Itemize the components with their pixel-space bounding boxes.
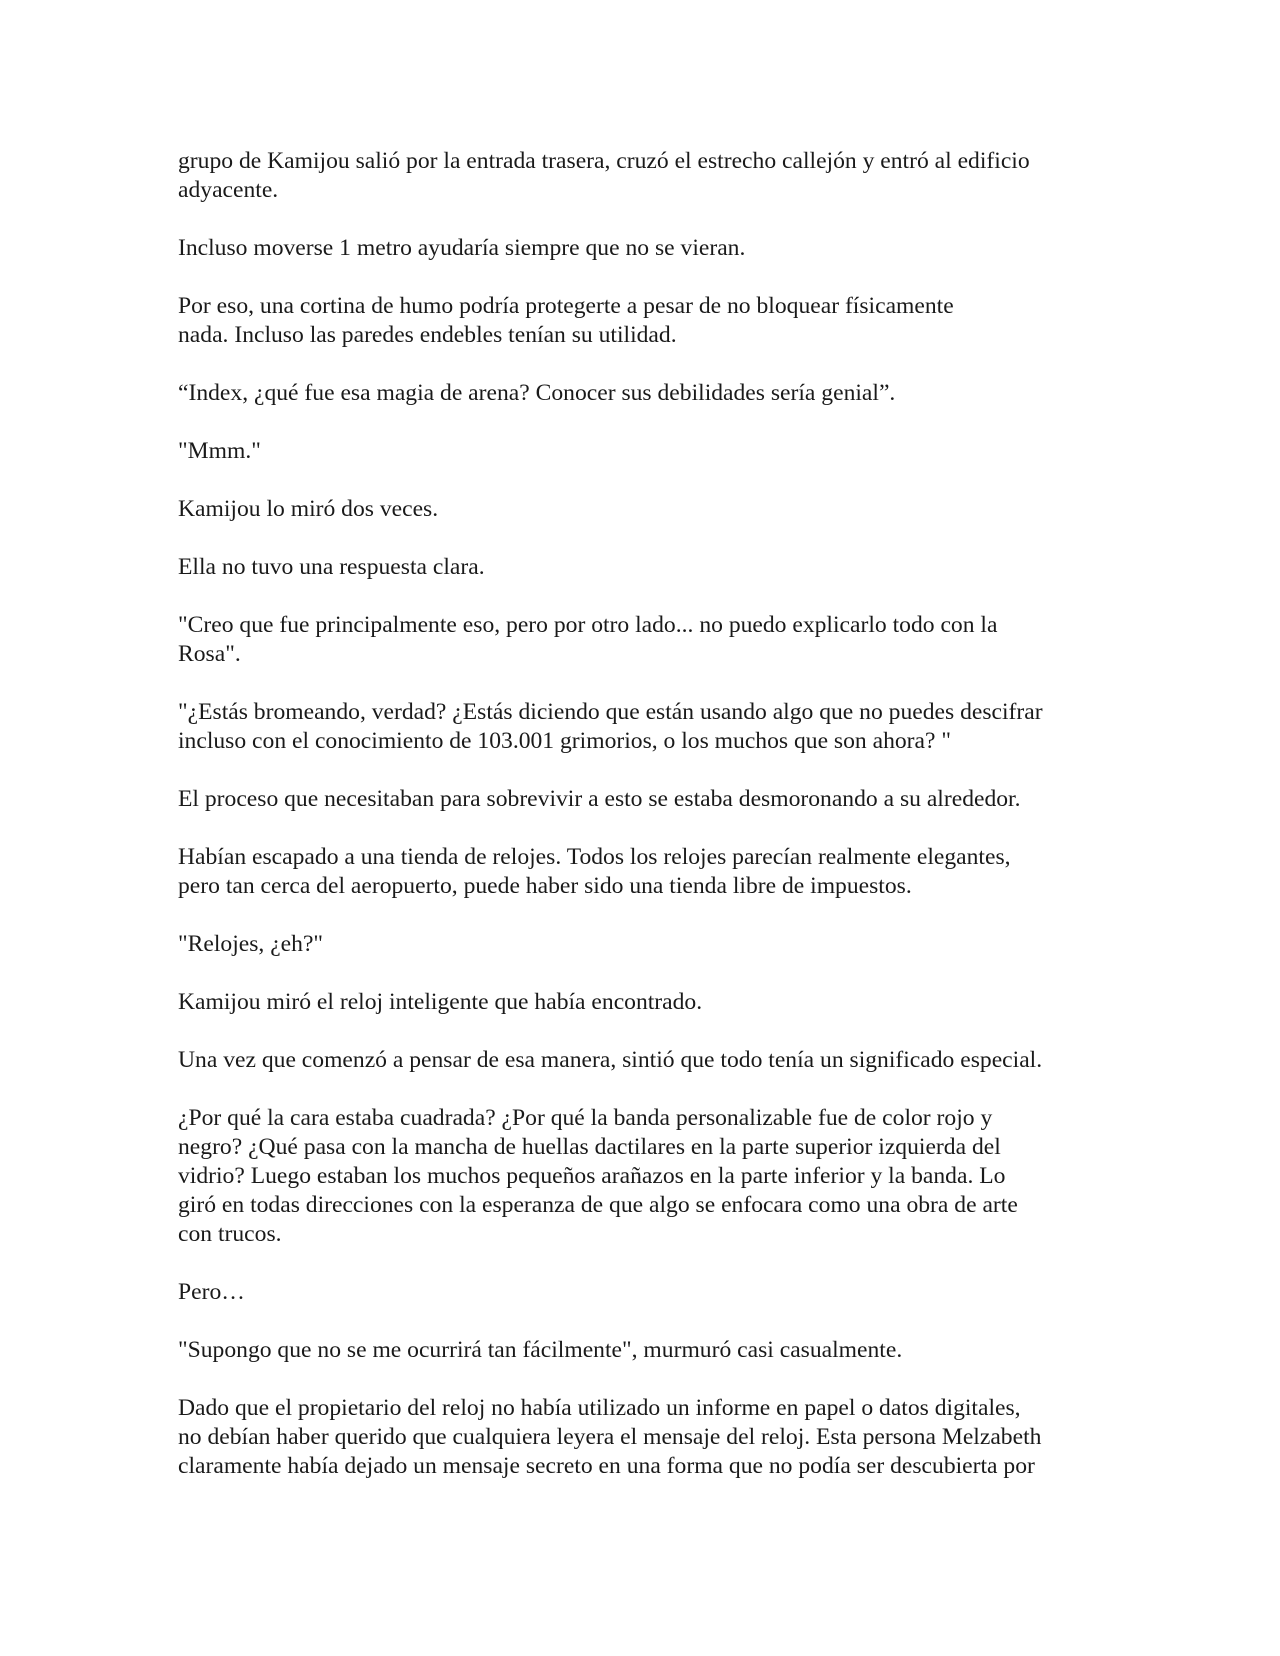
text-line: Kamijou lo miró dos veces. (178, 496, 439, 522)
paragraph (178, 379, 1108, 408)
paragraph (178, 1104, 1108, 1249)
text-line: pero tan cerca del aeropuerto, puede haber sido una tienda libre de impuestos. (178, 873, 912, 899)
paragraph (178, 1046, 1108, 1075)
text-line: Incluso moverse 1 metro ayudaría siempre que no se vieran. (178, 235, 746, 261)
text-line: El proceso que necesitaban para sobrevivir a esto se estaba desmoronando a su alrededor. (178, 786, 1021, 812)
paragraph (178, 495, 1108, 524)
text-line: "Supongo que no se me ocurrirá tan fácilmente", murmuró casi casualmente. (178, 1337, 903, 1363)
paragraph (178, 553, 1108, 582)
text-line: negro? ¿Qué pasa con la mancha de huellas dactilares en la parte superior izquierda del (178, 1134, 1001, 1160)
text-line: con trucos. (178, 1221, 282, 1247)
text-line: no debían haber querido que cualquiera leyera el mensaje del reloj. Esta persona Melzabeth (178, 1424, 1042, 1450)
text-line: "Creo que fue principalmente eso, pero por otro lado... no puedo explicarlo todo con la (178, 612, 998, 638)
paragraph (178, 437, 1108, 466)
text-line: claramente había dejado un mensaje secreto en una forma que no podía ser descubierta por (178, 1453, 1035, 1479)
text-line: Pero… (178, 1279, 245, 1305)
text-line: ¿Por qué la cara estaba cuadrada? ¿Por qué la banda personalizable fue de color rojo y (178, 1105, 993, 1131)
paragraph (178, 698, 1108, 756)
paragraph (178, 1336, 1108, 1365)
text-line: incluso con el conocimiento de 103.001 grimorios, o los muchos que son ahora? " (178, 728, 952, 754)
text-line: Habían escapado a una tienda de relojes. Todos los relojes parecían realmente elegantes, (178, 844, 1011, 870)
text-line: Ella no tuvo una respuesta clara. (178, 554, 485, 580)
text-line: "Relojes, ¿eh?" (178, 931, 324, 957)
text-line: Una vez que comenzó a pensar de esa manera, sintió que todo tenía un significado especial. (178, 1047, 1043, 1073)
paragraph (178, 292, 1108, 350)
document-body (178, 147, 1108, 1510)
text-line: "¿Estás bromeando, verdad? ¿Estás diciendo que están usando algo que no puedes descifrar (178, 699, 1043, 725)
text-line: Por eso, una cortina de humo podría protegerte a pesar de no bloquear físicamente (178, 293, 954, 319)
paragraph (178, 1278, 1108, 1307)
paragraph (178, 234, 1108, 263)
text-line: "Mmm." (178, 438, 261, 464)
text-line: Rosa". (178, 641, 241, 667)
paragraph (178, 611, 1108, 669)
text-line: vidrio? Luego estaban los muchos pequeños arañazos en la parte inferior y la banda. Lo (178, 1163, 1006, 1189)
text-line: Kamijou miró el reloj inteligente que había encontrado. (178, 989, 703, 1015)
text-line: giró en todas direcciones con la esperanza de que algo se enfocara como una obra de arte (178, 1192, 1018, 1218)
paragraph (178, 785, 1108, 814)
paragraph (178, 147, 1108, 205)
text-line: nada. Incluso las paredes endebles tenían su utilidad. (178, 322, 677, 348)
text-line: grupo de Kamijou salió por la entrada trasera, cruzó el estrecho callejón y entró al edificio (178, 148, 1030, 174)
paragraph (178, 1394, 1108, 1481)
text-line: “Index, ¿qué fue esa magia de arena? Conocer sus debilidades sería genial”. (178, 380, 896, 406)
paragraph (178, 988, 1108, 1017)
paragraph (178, 930, 1108, 959)
text-line: adyacente. (178, 177, 279, 203)
paragraph (178, 843, 1108, 901)
text-line: Dado que el propietario del reloj no había utilizado un informe en papel o datos digitales, (178, 1395, 1021, 1421)
